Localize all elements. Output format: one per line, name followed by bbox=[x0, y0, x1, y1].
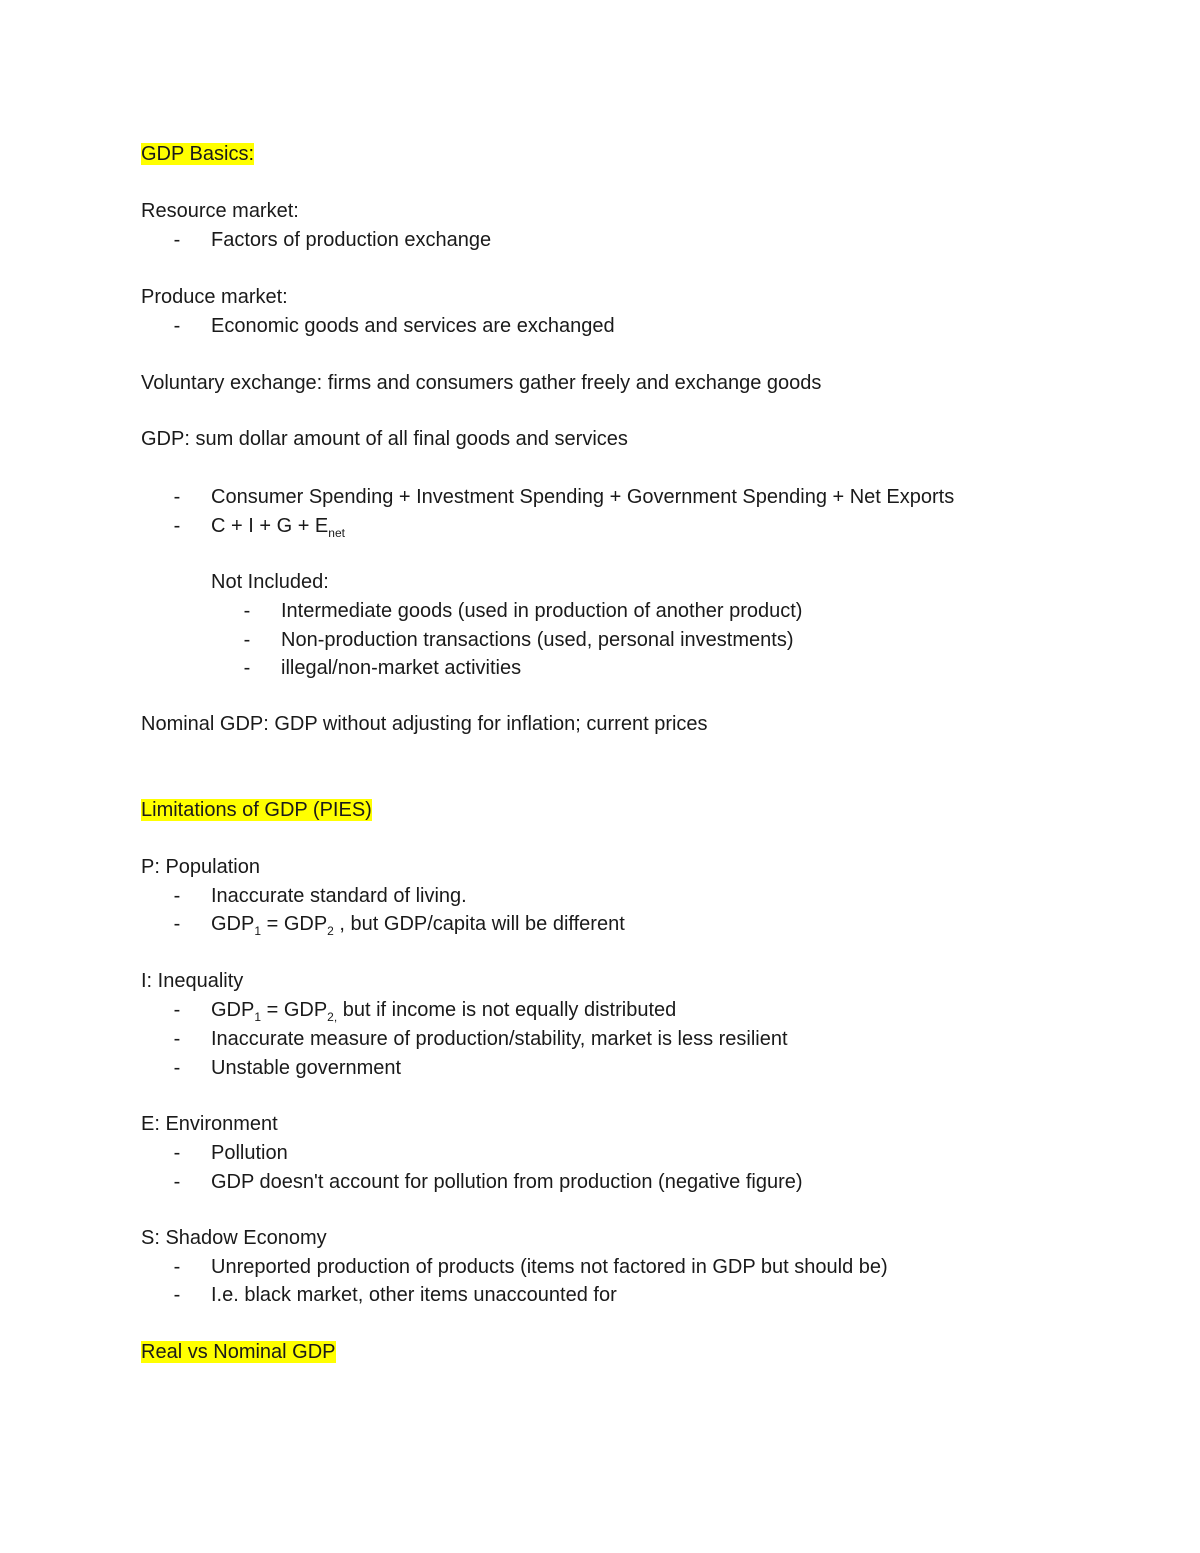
highlight: Limitations of GDP (PIES) bbox=[141, 799, 372, 821]
list-item bbox=[211, 911, 625, 937]
list-item: Inaccurate standard of living. bbox=[211, 885, 467, 907]
produce-market-label: Produce market: bbox=[141, 286, 288, 308]
text-run: but if income is not equally distributed bbox=[337, 999, 677, 1021]
highlight: GDP Basics: bbox=[141, 143, 254, 165]
text-run: , but GDP/capita will be different bbox=[333, 913, 625, 935]
bullet-dash: - bbox=[173, 885, 181, 907]
resource-market-label: Resource market: bbox=[141, 200, 299, 222]
heading-limitations bbox=[141, 797, 372, 823]
bullet-dash: - bbox=[173, 1028, 181, 1050]
formula-subscript: net bbox=[328, 526, 345, 540]
nominal-gdp: Nominal GDP: GDP without adjusting for inflation; current prices bbox=[141, 713, 708, 735]
bullet-dash: - bbox=[173, 1142, 181, 1164]
text-run: GDP bbox=[211, 913, 255, 935]
text-run: = GDP bbox=[261, 913, 328, 935]
subscript: 2, bbox=[327, 1010, 338, 1024]
list-item: Consumer Spending + Investment Spending + Government Spending + Net Exports bbox=[211, 486, 955, 508]
population-label: P: Population bbox=[141, 856, 260, 878]
bullet-dash: - bbox=[173, 515, 181, 537]
shadow-economy-label: S: Shadow Economy bbox=[141, 1227, 327, 1249]
list-item: Inaccurate measure of production/stability, market is less resilient bbox=[211, 1028, 788, 1050]
subscript: 1 bbox=[254, 1010, 262, 1024]
list-item: GDP doesn't account for pollution from production (negative figure) bbox=[211, 1171, 803, 1193]
heading-real-vs-nominal bbox=[141, 1339, 336, 1365]
bullet-dash: - bbox=[243, 629, 251, 651]
bullet-dash: - bbox=[173, 315, 181, 337]
list-item: Factors of production exchange bbox=[211, 229, 492, 251]
list-item: Pollution bbox=[211, 1142, 288, 1164]
gdp-definition: GDP: sum dollar amount of all final goods and services bbox=[141, 428, 628, 450]
subscript: 2 bbox=[327, 924, 334, 938]
inequality-label: I: Inequality bbox=[141, 970, 244, 992]
formula-text: C + I + G + E bbox=[211, 515, 329, 537]
environment-label: E: Environment bbox=[141, 1113, 278, 1135]
bullet-dash: - bbox=[243, 657, 251, 679]
bullet-dash: - bbox=[173, 1256, 181, 1278]
bullet-dash: - bbox=[173, 1284, 181, 1306]
bullet-dash: - bbox=[173, 1057, 181, 1079]
list-item bbox=[211, 997, 676, 1023]
list-item: Non-production transactions (used, personal investments) bbox=[281, 629, 794, 651]
bullet-dash: - bbox=[173, 999, 181, 1021]
list-item: I.e. black market, other items unaccounted for bbox=[211, 1284, 617, 1306]
list-item: Unreported production of products (items not factored in GDP but should be) bbox=[211, 1256, 888, 1278]
subscript: 1 bbox=[254, 924, 262, 938]
bullet-dash: - bbox=[243, 600, 251, 622]
gdp-formula bbox=[211, 513, 345, 539]
list-item: Unstable government bbox=[211, 1057, 402, 1079]
bullet-dash: - bbox=[173, 913, 181, 935]
not-included-label: Not Included: bbox=[211, 571, 329, 593]
list-item: Economic goods and services are exchanged bbox=[211, 315, 615, 337]
bullet-dash: - bbox=[173, 1171, 181, 1193]
heading-gdp-basics bbox=[141, 141, 254, 167]
list-item: illegal/non-market activities bbox=[281, 657, 522, 679]
highlight: Real vs Nominal GDP bbox=[141, 1341, 336, 1363]
list-item: Intermediate goods (used in production of another product) bbox=[281, 600, 803, 622]
text-run: GDP bbox=[211, 999, 255, 1021]
voluntary-exchange: Voluntary exchange: firms and consumers gather freely and exchange goods bbox=[141, 372, 822, 394]
bullet-dash: - bbox=[173, 486, 181, 508]
bullet-dash: - bbox=[173, 229, 181, 251]
text-run: = GDP bbox=[261, 999, 328, 1021]
